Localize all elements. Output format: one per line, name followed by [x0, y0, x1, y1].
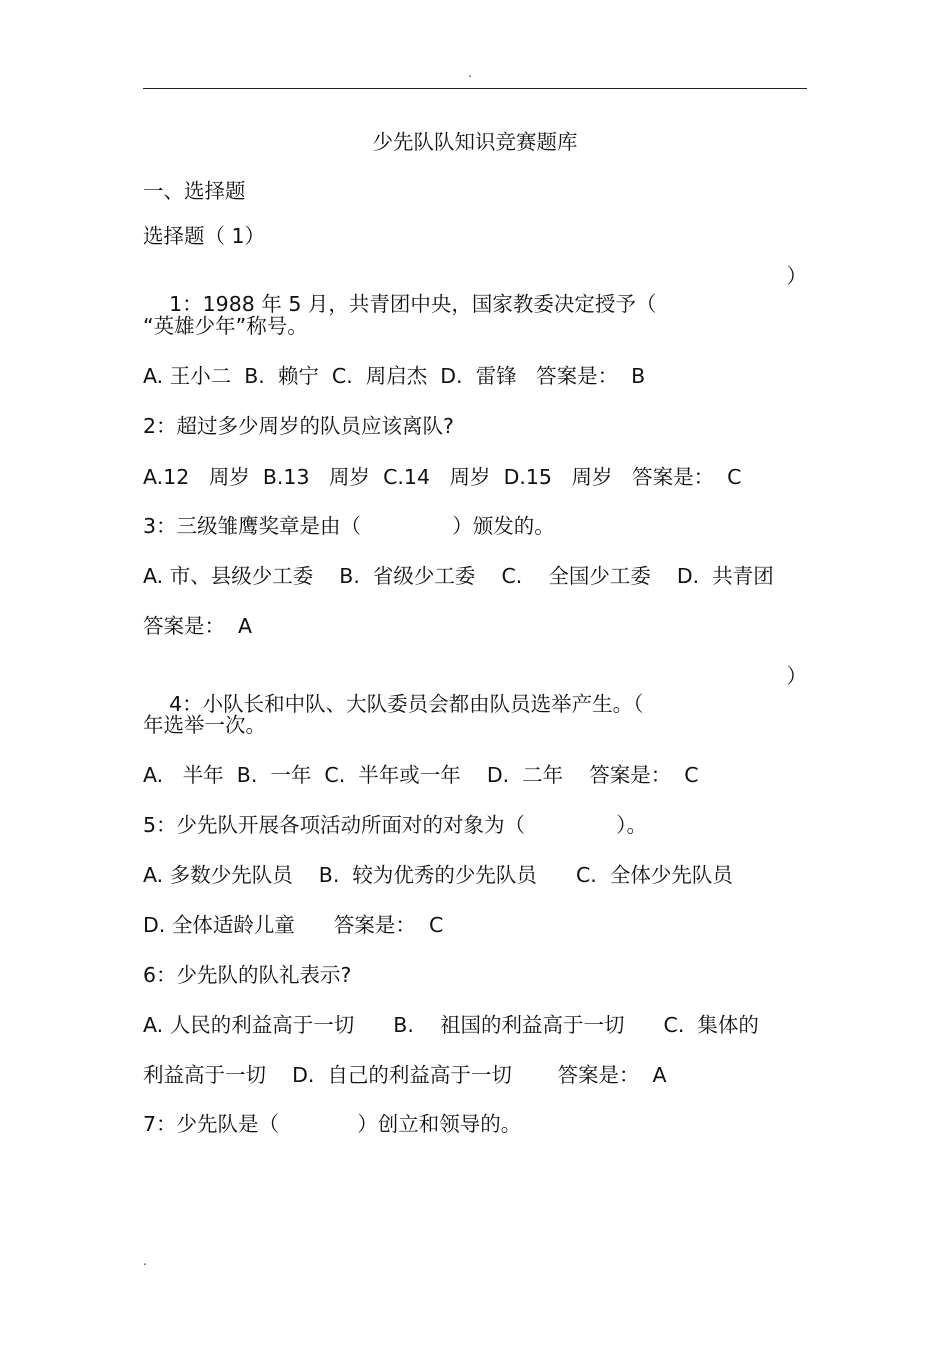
question-6-options: A. 人民的利益高于一切 B. 祖国的利益高于一切 C. 集体的 — [143, 1013, 759, 1037]
question-4-options: A. 半年 B. 一年 C. 半年或一年 D. 二年 答案是： C — [143, 763, 699, 787]
header-dot: . — [468, 66, 472, 80]
question-1-text: 1：1988 年 5 月，共青团中央，国家教委决定授予（ — [169, 292, 657, 316]
question-6-answer: 利益高于一切 D. 自己的利益高于一切 答案是： A — [143, 1063, 667, 1087]
question-2-options: A.12 周岁 B.13 周岁 C.14 周岁 D.15 周岁 答案是： C — [143, 465, 742, 489]
header-rule — [143, 88, 807, 89]
question-3-text: 3：三级雏鹰奖章是由（ ）颁发的。 — [143, 514, 555, 538]
question-1-options: A. 王小二 B. 赖宁 C. 周启杰 D. 雷锋 答案是： B — [143, 364, 646, 388]
question-1-line-2: “英雄少年”称号。 — [143, 314, 308, 338]
document-title: 少先队队知识竞赛题库 — [372, 130, 578, 154]
subsection-heading: 选择题（ 1） — [143, 224, 266, 248]
question-4-text: 4：小队长和中队、大队委员会都由队员选举产生。（ — [169, 692, 644, 716]
question-5-answer: D. 全体适龄儿童 答案是： C — [143, 913, 444, 937]
question-1-blank-close: ） — [786, 264, 807, 288]
question-3-options: A. 市、县级少工委 B. 省级少工委 C. 全国少工委 D. 共青团 — [143, 564, 774, 588]
section-heading: 一、选择题 — [143, 179, 246, 203]
question-6-text: 6：少先队的队礼表示? — [143, 963, 352, 987]
question-2-text: 2：超过多少周岁的队员应该离队? — [143, 414, 454, 438]
question-7-text: 7：少先队是（ ）创立和领导的。 — [143, 1112, 522, 1136]
question-4-blank-close: ） — [786, 664, 807, 688]
question-3-answer: 答案是： A — [143, 614, 253, 638]
question-5-options: A. 多数少先队员 B. 较为优秀的少先队员 C. 全体少先队员 — [143, 863, 733, 887]
footer-dot: . — [143, 1254, 147, 1268]
question-4-line-2: 年选举一次。 — [143, 713, 266, 737]
question-5-text: 5：少先队开展各项活动所面对的对象为（ ）。 — [143, 813, 648, 837]
